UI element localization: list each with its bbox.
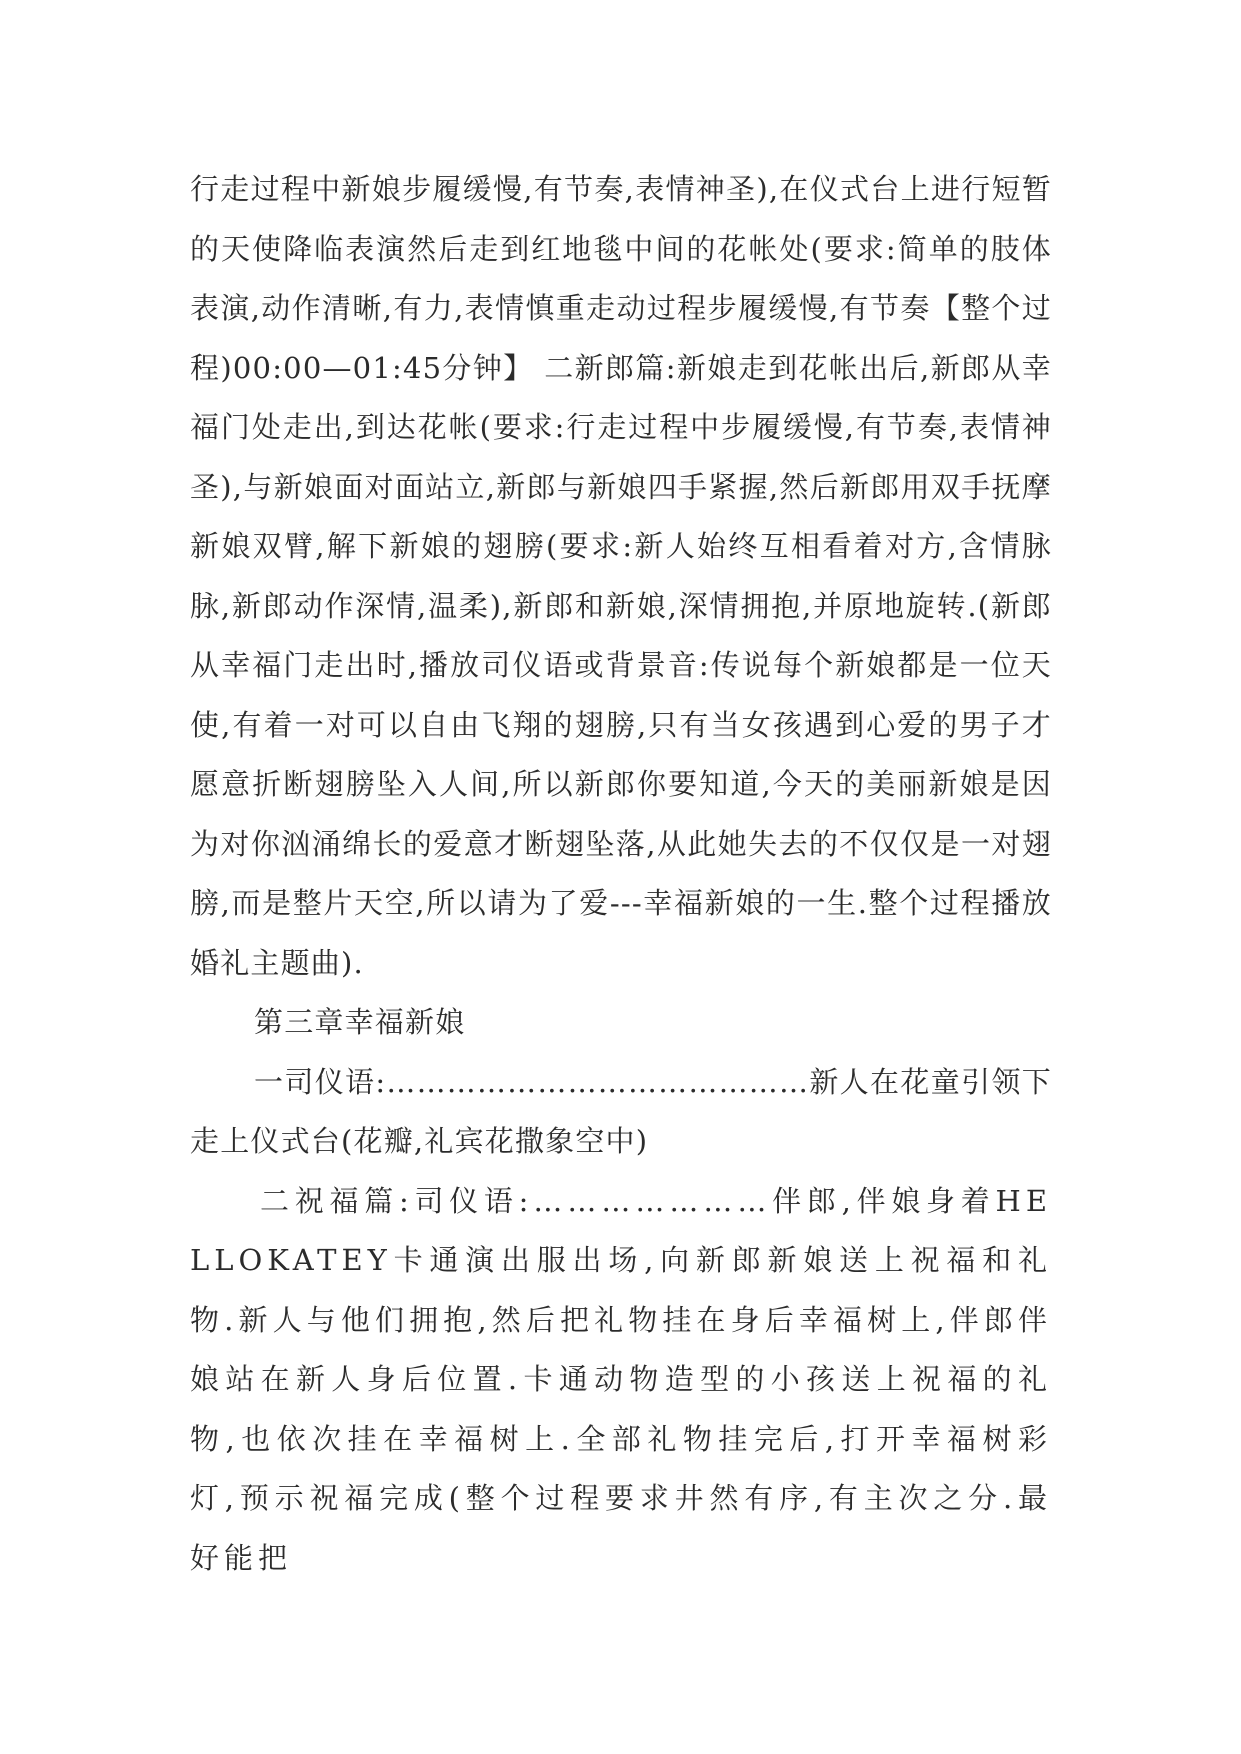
paragraph-ceremony-continuation: 行走过程中新娘步履缓慢,有节奏,表情神圣),在仪式台上进行短暂的天使降临表演然后走到红地毯中间的花帐处(要求:简单的肢体表演,动作清晰,有力,表情慎重走动过程步履缓慢,有节奏【整个过程)00:00—01:45分钟】 二新郎篇:新娘走到花帐出后,新郎从幸福门处走出,到达花帐(要求:行走过程中步履缓慢,有节奏,表情神圣),与新娘面对面站立,新郎与新娘四手紧握,然后新郎用双手抚摩新娘双臂,解下新娘的翅膀(要求:新人始终互相看着对方,含情脉脉,新郎动作深情,温柔),新郎和新娘,深情拥抱,并原地旋转.(新郎从幸福门走出时,播放司仪语或背景音:传说每个新娘都是一位天使,有着一对可以自由飞翔的翅膀,只有当女孩遇到心爱的男子才愿意折断翅膀坠入人间,所以新郎你要知道,今天的美丽新娘是因为对你汹涌绵长的爱意才断翅坠落,从此她失去的不仅仅是一对翅膀,而是整片天空,所以请为了爱---幸福新娘的一生.整个过程播放婚礼主题曲). xyxy=(190,172,1052,980)
chapter-heading: 第三章幸福新娘 xyxy=(254,1005,466,1039)
document-body xyxy=(190,160,1052,1588)
paragraph-host-speech: 一司仪语:……………………………………新人在花童引领下走上仪式台(花瓣,礼宾花撒象空中) xyxy=(190,1064,1052,1158)
paragraph-blessing-section: 二祝福篇:司仪语:…………………伴郎,伴娘身着HELLOKATEY卡通演出服出场,向新郎新娘送上祝福和礼物.新人与他们拥抱,然后把礼物挂在身后幸福树上,伴郎伴娘站在新人身后位置.卡通动物造型的小孩送上祝福的礼物,也依次挂在幸福树上.全部礼物挂完后,打开幸福树彩灯,预示祝福完成(整个过程要求井然有序,有主次之分.最好能把 xyxy=(190,1183,1052,1575)
